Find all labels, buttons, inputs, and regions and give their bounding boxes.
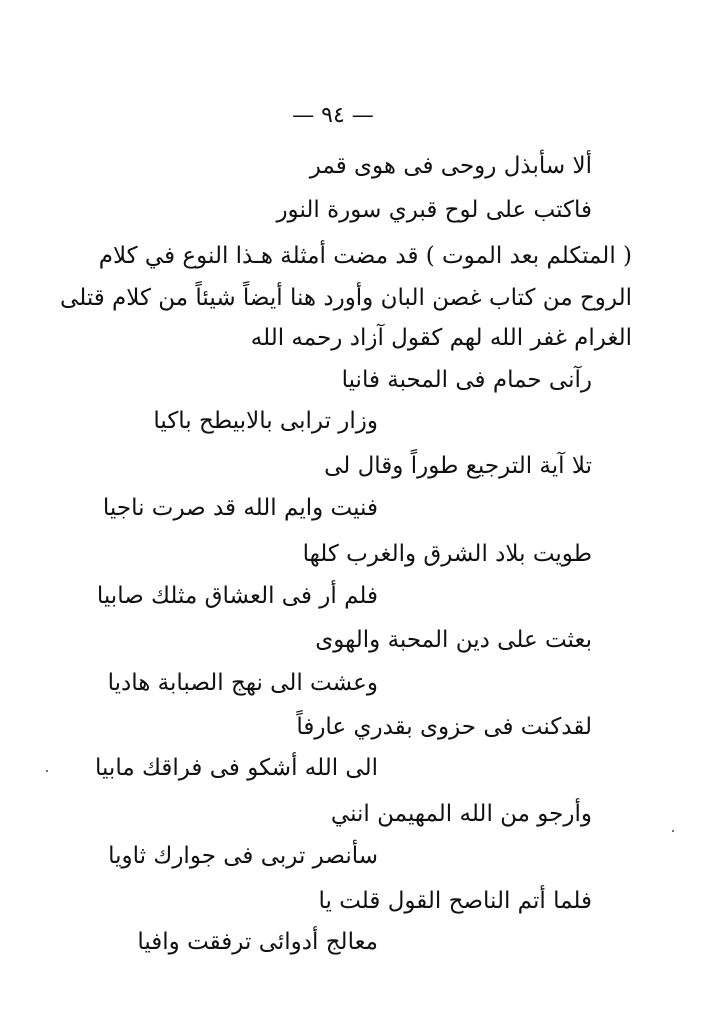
scan-speck <box>672 830 674 832</box>
text-line: الغرام غفر الله لهم كقول آزاد رحمه الله <box>250 325 632 351</box>
verse-line: الى الله أشكو فى فراقك مابيا <box>94 755 378 781</box>
text-line: ( المتكلم بعد الموت ) قد مضت أمثلة هـذا النوع في كلام <box>98 243 632 269</box>
verse-line: لقدكنت فى حزوى بقدري عارفاً <box>296 714 592 740</box>
verse-line: وأرجو من الله المهيمن انني <box>330 801 592 827</box>
scan-speck <box>46 770 48 772</box>
verse-line: تلا آية الترجيع طوراً وقال لى <box>324 453 592 479</box>
verse-line: سأنصر تربى فى جوارك ثاويا <box>108 843 378 869</box>
verse-line: فلما أتم الناصح القول قلت يا <box>318 888 592 914</box>
verse-line: رآنى حمام فى المحبة فانيا <box>341 367 592 393</box>
verse-line: فلم أر فى العشاق مثلك صابيا <box>96 583 378 609</box>
verse-line: وعشت الى نهج الصبابة هاديا <box>107 670 378 696</box>
verse-line: فنيت وايم الله قد صرت ناجيا <box>102 495 378 521</box>
verse-line: بعثت على دين المحبة والهوى <box>315 627 592 653</box>
verse-line: طويت بلاد الشرق والغرب كلها <box>302 541 592 567</box>
page-number: — ٩٤ — <box>292 103 374 128</box>
text-line: الروح من كتاب غصن البان وأورد هنا أيضاً شيئاً من كلام قتلى <box>60 285 632 311</box>
verse-line: معالج أدوائى ترفقت وافيا <box>137 929 378 955</box>
verse-line: وزار ترابى بالابيطح باكيا <box>153 408 378 434</box>
text-line: ألا سأبذل روحى فى هوى قمر <box>309 153 592 179</box>
text-line: فاكتب على لوح قبري سورة النور <box>276 197 592 223</box>
